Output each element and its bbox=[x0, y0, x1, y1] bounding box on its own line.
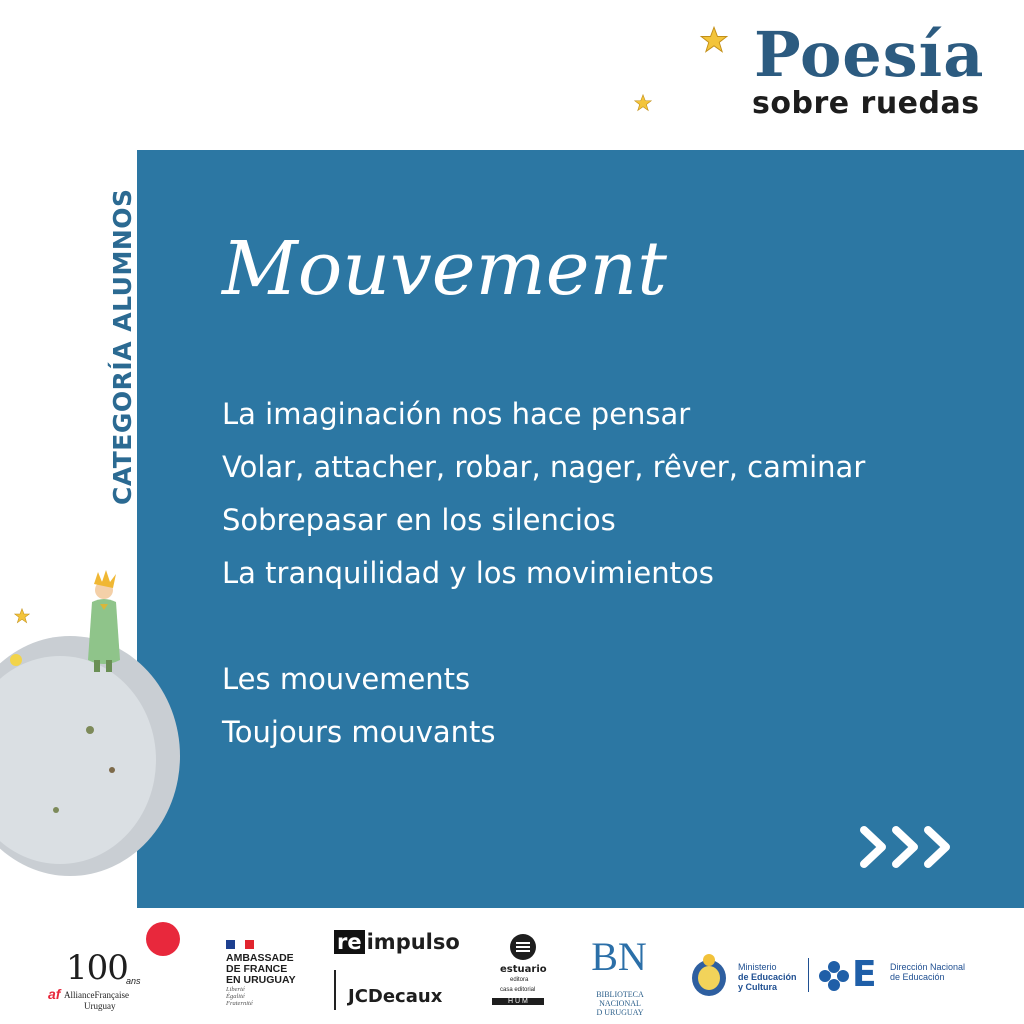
estuario-name: estuario bbox=[500, 964, 547, 975]
estuario-tag: casa editorial bbox=[500, 987, 536, 993]
star-icon bbox=[700, 26, 728, 54]
jcdecaux-logo: JCDecaux bbox=[348, 986, 443, 1007]
planet-illustration bbox=[0, 560, 137, 908]
alliance-ans: ans bbox=[126, 976, 141, 986]
poesia-logo bbox=[752, 18, 1002, 124]
little-prince-illustration bbox=[88, 570, 120, 672]
poem-line: Sobrepasar en los silencios bbox=[222, 503, 616, 537]
logo-subtitle: sobre ruedas bbox=[752, 86, 980, 121]
logo-title: Poesía bbox=[754, 18, 985, 91]
estuario-tag2: H U M bbox=[492, 998, 544, 1005]
logo-divider bbox=[808, 958, 809, 992]
poem-line: La tranquilidad y los movimientos bbox=[222, 556, 714, 590]
ministerio-name: Ministerio de Educación y Cultura bbox=[738, 962, 797, 992]
poem-body bbox=[222, 388, 1012, 759]
category-label: CATEGORÍA ALUMNOS bbox=[108, 188, 137, 505]
next-arrows-icon[interactable] bbox=[858, 822, 958, 872]
poem-title: Mouvement bbox=[222, 226, 667, 312]
embassy-name: AMBASSADE DE FRANCE EN URUGUAY Liberté Égalité Fraternité bbox=[226, 952, 296, 1007]
alliance-af: af bbox=[48, 986, 61, 1002]
stanza-gap bbox=[222, 600, 1012, 653]
sponsors-bar bbox=[0, 908, 1024, 1024]
biblioteca-name: BIBLIOTECA NACIONAL D URUGUAY bbox=[596, 990, 644, 1017]
biblioteca-monogram-icon bbox=[591, 926, 647, 980]
poem-line: La imaginación nos hace pensar bbox=[222, 397, 691, 431]
direccion-flower-icon bbox=[818, 960, 850, 992]
logo-divider bbox=[334, 970, 336, 1010]
alliance-centenary: 100 bbox=[66, 948, 128, 988]
poem-line: Toujours mouvants bbox=[222, 715, 496, 749]
direccion-letter: E bbox=[852, 954, 877, 995]
direccion-name: Dirección Nacional de Educación bbox=[890, 962, 966, 982]
estuario-sub: editora bbox=[510, 977, 529, 983]
star-icon bbox=[634, 94, 652, 112]
alliance-city: Uruguay bbox=[84, 1001, 116, 1011]
poem-line: Volar, attacher, robar, nager, rêver, caminar bbox=[222, 450, 866, 484]
uruguay-coat-of-arms-icon bbox=[688, 952, 730, 998]
alliance-name: AllianceFrançaise bbox=[64, 990, 129, 1000]
french-flag-icon bbox=[226, 940, 254, 949]
estuario-icon bbox=[510, 934, 536, 960]
alliance-badge-icon bbox=[146, 922, 180, 956]
poem-line: Les mouvements bbox=[222, 662, 471, 696]
reimpulso-logo: re impulso bbox=[334, 930, 460, 954]
svg-text:BN: BN bbox=[591, 934, 647, 979]
